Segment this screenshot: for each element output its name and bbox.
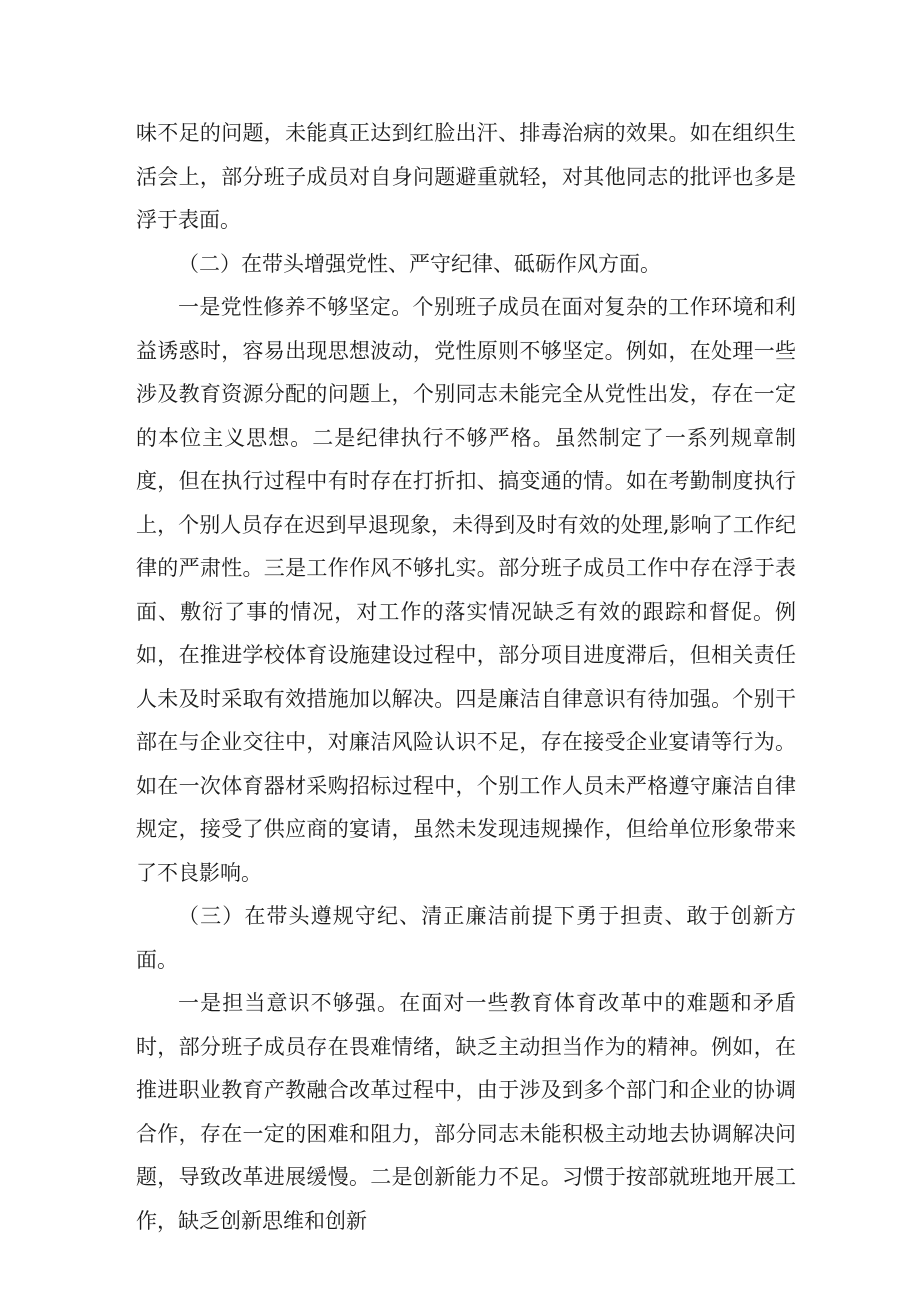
- section-heading-two: （二）在带头增强党性、严守纪律、砥砺作风方面。: [178, 251, 661, 276]
- paragraph-continuation: 味不足的问题，未能真正达到红脸出汗、排毒治病的效果。如在组织生活会上，部分班子成员对自身问题避重就轻，对其他同志的批评也多是浮于表面。: [136, 121, 796, 232]
- section-heading-three: （三）在带头遵规守纪、清正廉洁前提下勇于担责、敢于创新方面。: [136, 904, 796, 972]
- paragraph-responsibility-innovation: 一是担当意识不够强。在面对一些教育体育改革中的难题和矛盾时，部分班子成员存在畏难情绪，缺乏主动担当作为的精神。例如，在推进职业教育产教融合改革过程中，由于涉及到多个部门和企业的协调合作，存在一定的困难和阻力，部分同志未能积极主动地去协调解决问题，导致改革进展缓慢。二是创新能力不足。习惯于按部就班地开展工作，缺乏创新思维和创新: [136, 991, 796, 1233]
- document-body: [136, 112, 796, 1243]
- paragraph-party-discipline: 一是党性修养不够坚定。个别班子成员在面对复杂的工作环境和利益诱惑时，容易出现思想波动，党性原则不够坚定。例如，在处理一些涉及教育资源分配的问题上，个别同志未能完全从党性出发，存在一定的本位主义思想。二是纪律执行不够严格。虽然制定了一系列规章制度，但在执行过程中有时存在打折扣、搞变通的情。如在考勤制度执行上，个别人员存在迟到早退现象，未得到及时有效的处理,影响了工作纪律的严肃性。三是工作作风不够扎实。部分班子成员工作中存在浮于表面、敷衍了事的情况，对工作的落实情况缺乏有效的跟踪和督促。例如，在推进学校体育设施建设过程中，部分项目进度滞后，但相关责任人未及时采取有效措施加以解决。四是廉洁自律意识有待加强。个别干部在与企业交往中，对廉洁风险认识不足，存在接受企业宴请等行为。如在一次体育器材采购招标过程中，个别工作人员未严格遵守廉洁自律规定，接受了供应商的宴请，虽然未发现违规操作，但给单位形象带来了不良影响。: [136, 295, 796, 885]
